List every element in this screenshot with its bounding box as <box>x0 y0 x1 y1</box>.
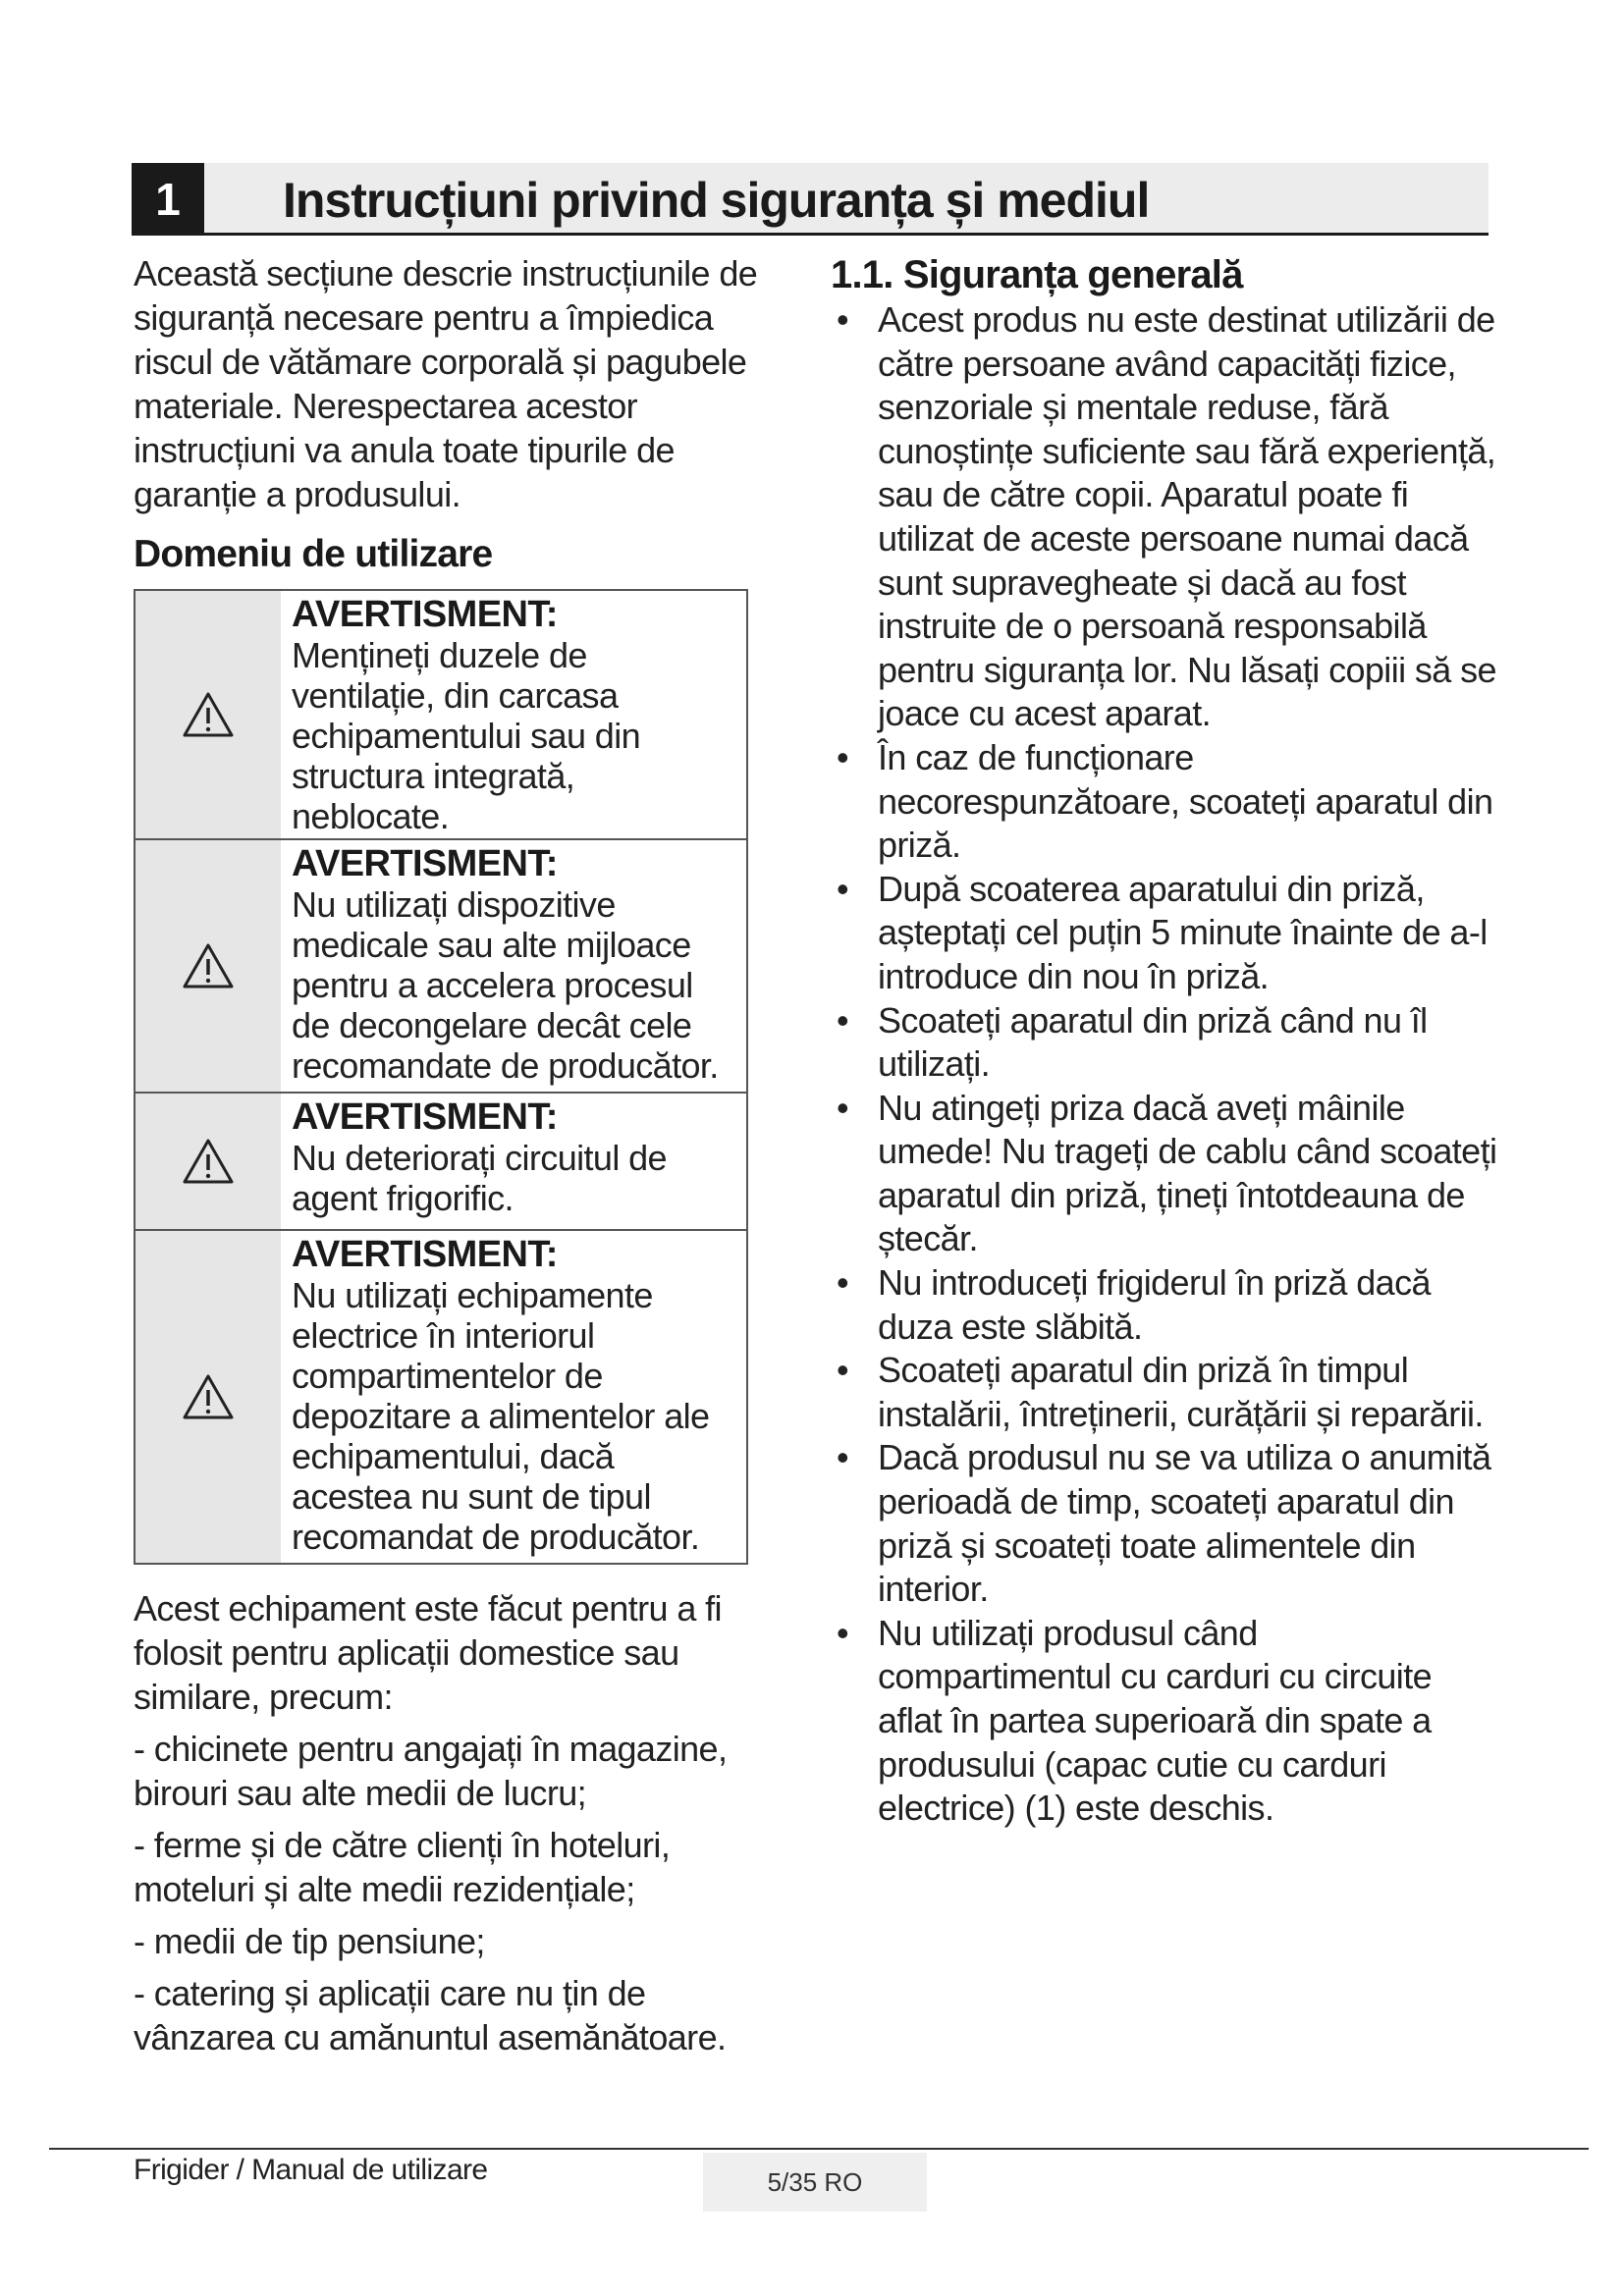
safety-bullet-item <box>831 1436 1498 1611</box>
safety-bullet-item <box>831 298 1498 736</box>
safety-bullet-item <box>831 736 1498 868</box>
warning-icon-cell <box>135 591 281 838</box>
intro-paragraph: Această secțiune descrie instrucțiunile de siguranță necesare pentru a împiedica riscul de vătămare corporală și pagubele materiale. Nerespectarea acestor instrucțiuni va anula toate tipurile de garanție a produsului. <box>134 253 758 514</box>
usage-intro-paragraph: Acest echipament este făcut pentru a fi folosit pentru aplicații domestice sau similare, precum: <box>134 1588 722 1717</box>
warning-text-cell <box>281 1231 746 1563</box>
warning-icon-cell <box>135 840 281 1092</box>
warning-triangle-icon <box>182 691 235 738</box>
bullet-text: Dacă produsul nu se va utiliza o anumită perioadă de timp, scoateți aparatul din priză și scoateți toate alimentele din interior. <box>878 1437 1491 1610</box>
warning-label: AVERTISMENT: <box>292 1096 558 1138</box>
safety-bullet-item <box>831 1261 1498 1349</box>
bullet-dot-icon: • <box>837 1262 849 1304</box>
warning-row <box>135 1231 746 1563</box>
bullet-dot-icon: • <box>837 1350 849 1391</box>
warning-text-cell <box>281 591 746 838</box>
usage-list-item: - catering și aplicații care nu țin de vânzarea cu amănuntul asemănătoare. <box>134 1973 727 2057</box>
bullet-text: Acest produs nu este destinat utilizării de către persoane având capacități fizice, senzoriale și mentale reduse, fără cunoștințe suficiente sau fără experiență, sau de către copii. Aparatul poate fi utilizat de aceste persoane numai dacă sunt supravegheate și dacă au fost instruite de o persoană responsabilă pentru siguranța lor. Nu lăsați copiii să se joace cu acest aparat. <box>878 299 1496 734</box>
warning-label: AVERTISMENT: <box>292 843 558 884</box>
usage-list-item: - chicinete pentru angajați în magazine, birouri sau alte medii de lucru; <box>134 1729 728 1813</box>
right-column <box>831 251 1498 1831</box>
bullet-dot-icon: • <box>837 1612 849 1653</box>
bullet-text: Nu utilizați produsul când compartimentul cu carduri cu circuite aflat în partea superioară din spate a produsului (capac cutie cu carduri electrice) (1) este deschis. <box>878 1612 1433 1829</box>
bullet-text: Scoateți aparatul din priză în timpul instalării, întreținerii, curățării și reparării. <box>878 1350 1484 1434</box>
warning-icon-cell <box>135 1094 281 1229</box>
left-column <box>134 251 762 2059</box>
bullet-dot-icon: • <box>837 736 849 777</box>
warning-text-cell <box>281 1094 746 1229</box>
usage-domain-heading: Domeniu de utilizare <box>134 533 493 575</box>
bullet-dot-icon: • <box>837 299 849 340</box>
bullet-text: În caz de funcționare necorespunzătoare, scoateți aparatul din priză. <box>878 736 1493 866</box>
warning-icon-cell <box>135 1231 281 1563</box>
warning-label: AVERTISMENT: <box>292 594 558 635</box>
bullet-text: Nu introduceți frigiderul în priză dacă duza este slăbită. <box>878 1262 1431 1347</box>
safety-bullet-list <box>831 298 1498 1831</box>
safety-bullet-item <box>831 1349 1498 1436</box>
warning-row <box>135 591 746 840</box>
footer-page-indicator: 5/35 RO <box>703 2153 927 2212</box>
safety-bullet-item <box>831 868 1498 999</box>
warning-body: Nu utilizați dispozitive medicale sau alte mijloace pentru a accelera procesul de decongelare decât cele recomandate de producător. <box>292 884 719 1086</box>
safety-bullet-item <box>831 999 1498 1087</box>
usage-list-item: - ferme și de către clienți în hoteluri, moteluri și alte medii rezidențiale; <box>134 1825 671 1909</box>
general-safety-heading: 1.1. Siguranța generală <box>831 253 1243 296</box>
warning-label: AVERTISMENT: <box>292 1234 558 1275</box>
warning-row <box>135 1094 746 1231</box>
safety-bullet-item <box>831 1612 1498 1831</box>
chapter-title: Instrucțiuni privind siguranța și mediul <box>283 173 1150 228</box>
warning-row <box>135 840 746 1094</box>
footer-divider <box>49 2148 1589 2150</box>
warning-triangle-icon <box>182 1138 235 1185</box>
safety-bullet-item <box>831 1087 1498 1261</box>
bullet-dot-icon: • <box>837 1087 849 1128</box>
warning-body: Nu utilizați echipamente electrice în interiorul compartimentelor de depozitare a alimentelor ale echipamentului, dacă acestea nu sunt de tipul recomandat de producător. <box>292 1275 710 1557</box>
warnings-table <box>134 589 748 1565</box>
warning-body: Nu deteriorați circuitul de agent frigorific. <box>292 1138 667 1218</box>
warning-text-cell <box>281 840 746 1092</box>
bullet-dot-icon: • <box>837 868 849 909</box>
bullet-text: Scoateți aparatul din priză când nu îl utilizați. <box>878 999 1428 1085</box>
bullet-text: După scoaterea aparatului din priză, așteptați cel puțin 5 minute înainte de a-l introduce din nou în priză. <box>878 868 1488 996</box>
warning-triangle-icon <box>182 1373 235 1420</box>
bullet-dot-icon: • <box>837 1437 849 1478</box>
usage-list-item: - medii de tip pensiune; <box>134 1921 485 1961</box>
bullet-dot-icon: • <box>837 999 849 1041</box>
warning-triangle-icon <box>182 942 235 989</box>
bullet-text: Nu atingeți priza dacă aveți mâinile umede! Nu trageți de cablu când scoateți aparatul din priză, țineți întotdeauna de ștecăr. <box>878 1087 1497 1259</box>
warning-body: Mențineți duzele de ventilație, din carcasa echipamentului sau din structura integrată, neblocate. <box>292 635 641 836</box>
chapter-number-badge: 1 <box>132 163 204 236</box>
footer-document-title: Frigider / Manual de utilizare <box>134 2154 488 2186</box>
